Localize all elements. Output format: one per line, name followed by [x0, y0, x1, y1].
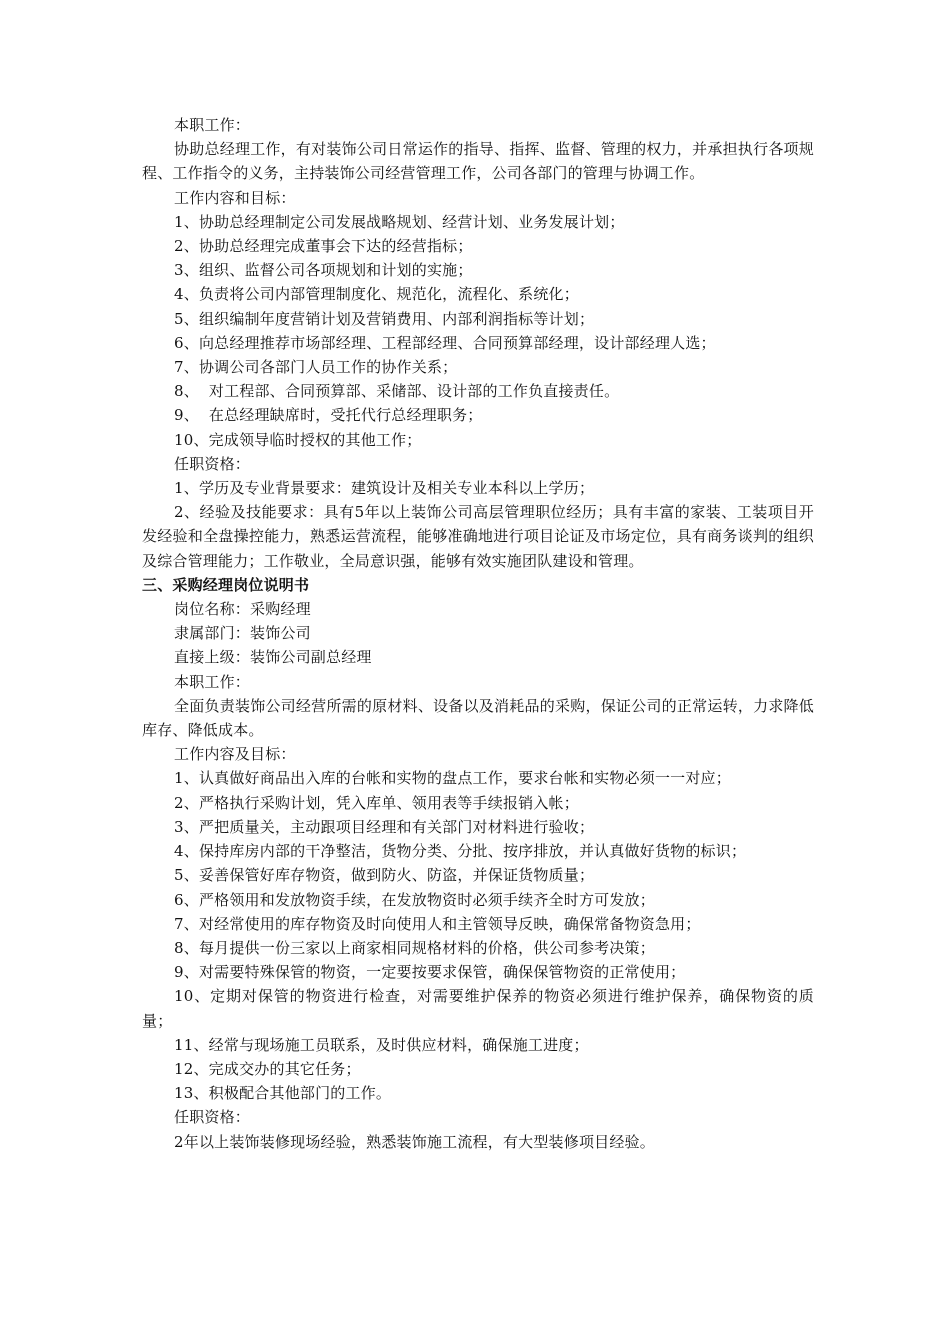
goal-item: 8、每月提供一份三家以上商家相同规格材料的价格，供公司参考决策； [174, 938, 655, 957]
qualification-label: 任职资格： [174, 454, 251, 473]
duty-label: 本职工作： [174, 672, 251, 691]
duty-text: 协助总经理工作，有对装饰公司日常运作的指导、指挥、监督、管理的权力，并承担执行各项规程、工作指令的义务，主持装饰公司经营管理工作，公司各部门的管理与协调工作。 [142, 140, 814, 183]
goal-item: 4、保持库房内部的干净整洁，货物分类、分批、按序排放，并认真做好货物的标识； [174, 842, 747, 861]
goal-item: 1、认真做好商品出入库的台帐和实物的盘点工作，要求台帐和实物必须一一对应； [174, 769, 731, 788]
goal-item: 4、负责将公司内部管理制度化、规范化，流程化、系统化； [174, 285, 579, 304]
goal-item: 6、严格领用和发放物资手续，在发放物资时必须手续齐全时方可发放； [174, 890, 655, 909]
goal-item: 9、 在总经理缺席时，受托代行总经理职务； [174, 406, 483, 425]
goal-item: 10、定期对保管的物资进行检查，对需要维护保养的物资必须进行维护保养，确保物资的质量； [142, 987, 814, 1030]
goal-item: 7、对经常使用的库存物资及时向使用人和主管领导反映，确保常备物资急用； [174, 914, 701, 933]
goal-item: 8、 对工程部、合同预算部、采储部、设计部的工作负直接责任。 [174, 382, 620, 401]
position-name: 岗位名称：采购经理 [174, 600, 311, 619]
goal-item: 12、完成交办的其它任务； [174, 1059, 361, 1078]
goal-item: 3、严把质量关，主动跟项目经理和有关部门对材料进行验收； [174, 817, 595, 836]
goal-item: 2、协助总经理完成董事会下达的经营指标； [174, 237, 473, 256]
goal-item: 3、组织、监督公司各项规划和计划的实施； [174, 261, 473, 280]
goal-item: 11、经常与现场施工员联系，及时供应材料，确保施工进度； [174, 1035, 589, 1054]
goals-label: 工作内容和目标： [174, 188, 296, 207]
goal-item: 13、积极配合其他部门的工作。 [174, 1084, 392, 1103]
duty-label: 本职工作： [174, 116, 251, 134]
goal-item: 7、协调公司各部门人员工作的协作关系； [174, 358, 458, 377]
goal-item: 5、组织编制年度营销计划及营销费用、内部利润指标等计划； [174, 309, 595, 328]
qualification-text: 2年以上装饰装修现场经验，熟悉装饰施工流程，有大型装修项目经验。 [174, 1132, 655, 1151]
department: 隶属部门：装饰公司 [174, 624, 311, 643]
goal-item: 5、妥善保管好库存物资，做到防火、防盗，并保证货物质量； [174, 866, 595, 885]
goal-item: 9、对需要特殊保管的物资，一定要按要求保管，确保保管物资的正常使用； [174, 963, 686, 982]
goal-item: 6、向总经理推荐市场部经理、工程部经理、合同预算部经理，设计部经理人选； [174, 333, 716, 352]
direct-superior: 直接上级：装饰公司副总经理 [174, 648, 372, 667]
qualification-item: 2、经验及技能要求：具有5年以上装饰公司高层管理职位经历；具有丰富的家装、工装项目开发经验和全盘操控能力，熟悉运营流程，能够准确地进行项目论证及市场定位，具有商务谈判的组织及综合管理能力；工作敬业，全局意识强，能够有效实施团队建设和管理。 [142, 503, 814, 570]
goal-item: 10、完成领导临时授权的其他工作； [174, 430, 422, 449]
qualification-label: 任职资格： [174, 1108, 251, 1127]
goal-item: 1、协助总经理制定公司发展战略规划、经营计划、业务发展计划； [174, 212, 625, 231]
goal-item: 2、严格执行采购计划，凭入库单、领用表等手续报销入帐； [174, 793, 579, 812]
document-body [142, 113, 814, 1154]
duty-text: 全面负责装饰公司经营所需的原材料、设备以及消耗品的采购，保证公司的正常运转，力求降低库存、降低成本。 [142, 696, 814, 740]
section-heading: 三、采购经理岗位说明书 [142, 575, 310, 594]
qualification-item: 1、学历及专业背景要求：建筑设计及相关专业本科以上学历； [174, 479, 595, 498]
goals-label: 工作内容及目标： [174, 745, 296, 764]
